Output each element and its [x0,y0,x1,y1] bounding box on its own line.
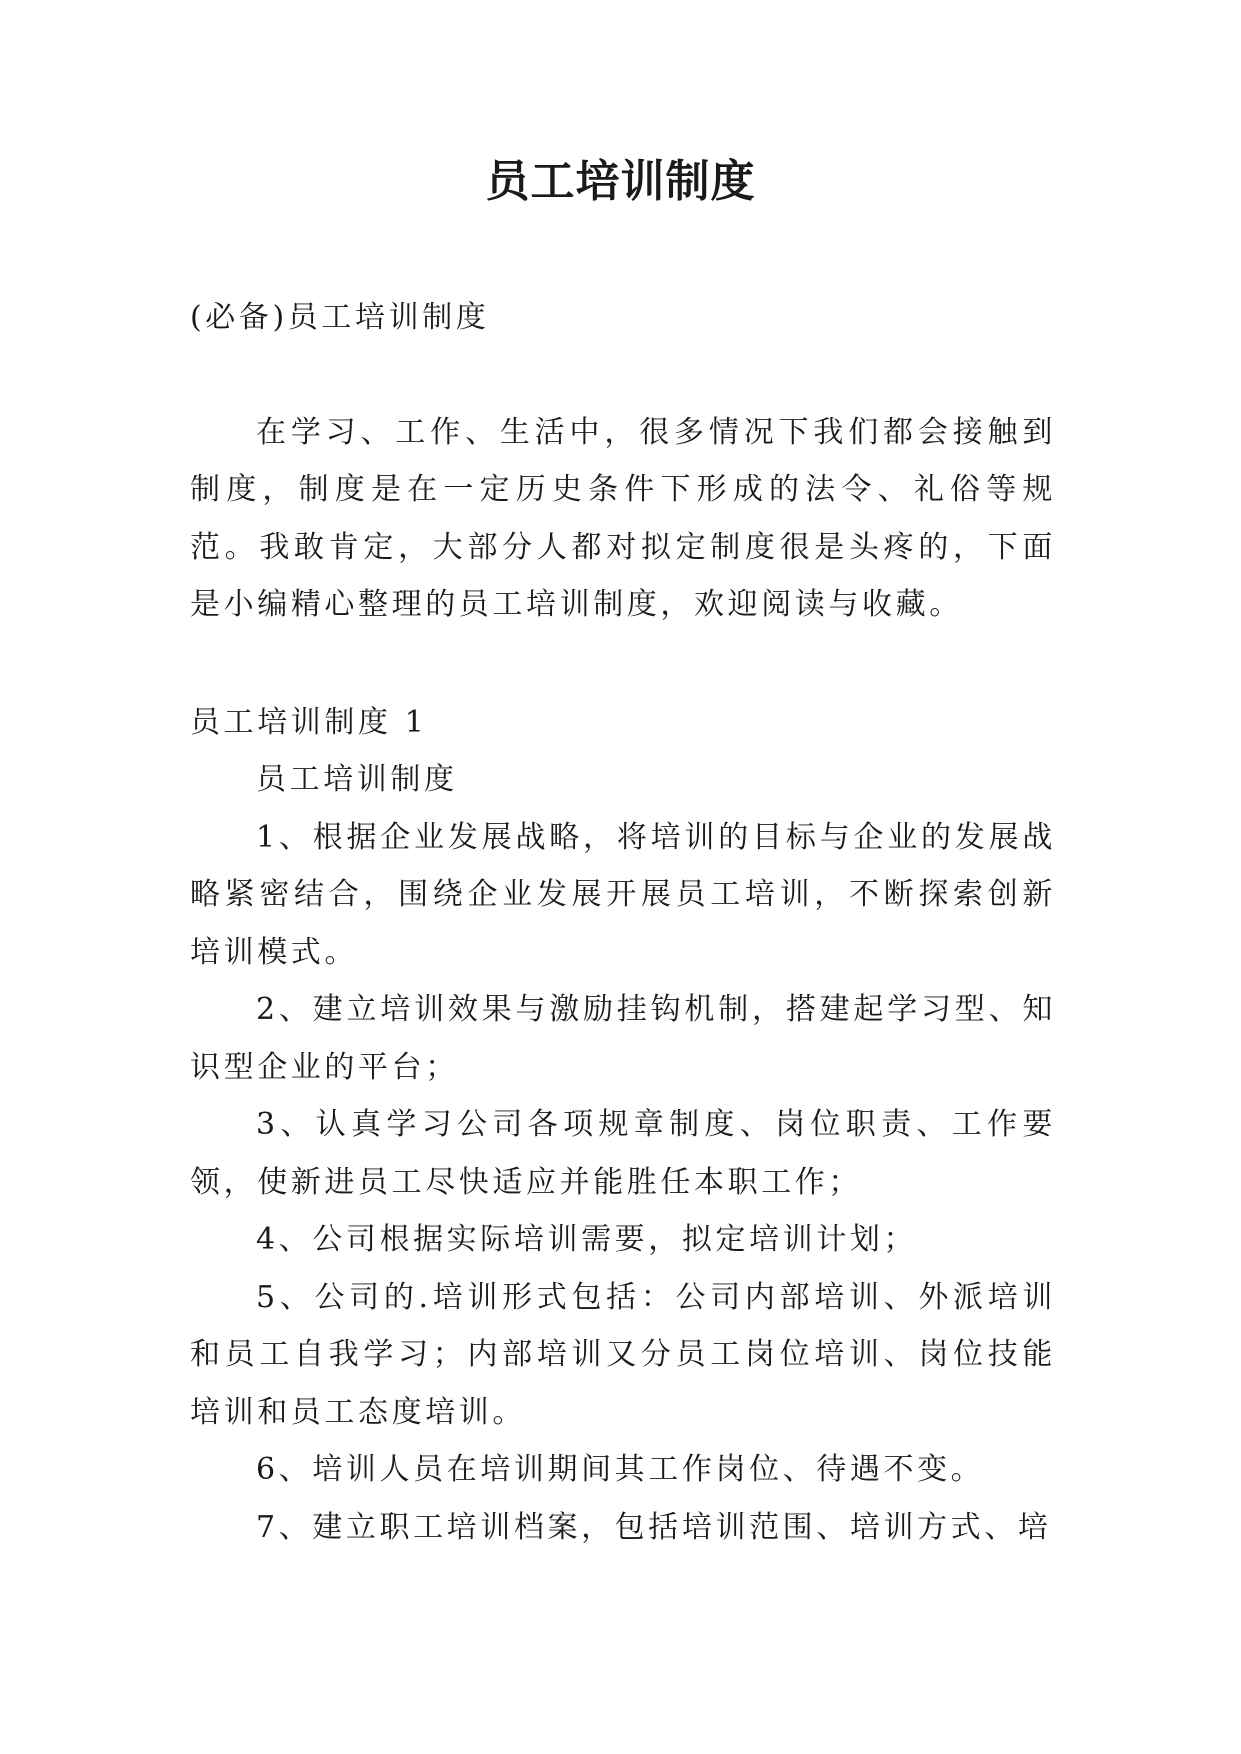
list-item: 1、根据企业发展战略，将培训的目标与企业的发展战略紧密结合，围绕企业发展开展员工培训，不断探索创新培训模式。 [190,819,1056,970]
document-subtitle: (必备)员工培训制度 [190,300,490,335]
list-item: 2、建立培训效果与激励挂钩机制，搭建起学习型、知识型企业的平台； [190,992,1056,1085]
document-title: 员工培训制度 [485,156,756,207]
intro-paragraph: 在学习、工作、生活中，很多情况下我们都会接触到制度，制度是在一定历史条件下形成的法令、礼俗等规范。我敢肯定，大部分人都对拟定制度很是头疼的，下面是小编精心整理的员工培训制度，欢迎阅读与收藏。 [190,414,1056,622]
list-item: 7、建立职工培训档案，包括培训范围、培训方式、培 [256,1509,1052,1545]
list-item: 6、培训人员在培训期间其工作岗位、待遇不变。 [256,1452,985,1487]
section-heading: 员工培训制度 1 [190,704,428,740]
section-subheading: 员工培训制度 [256,762,458,797]
list-item: 3、认真学习公司各项规章制度、岗位职责、工作要领，使新进员工尽快适应并能胜任本职工作； [190,1107,1056,1200]
list-item: 4、公司根据实际培训需要，拟定培训计划； [256,1222,918,1257]
list-item: 5、公司的.培训形式包括：公司内部培训、外派培训和员工自我学习；内部培训又分员工岗位培训、岗位技能培训和员工态度培训。 [190,1279,1056,1430]
document-body [190,289,1056,1556]
